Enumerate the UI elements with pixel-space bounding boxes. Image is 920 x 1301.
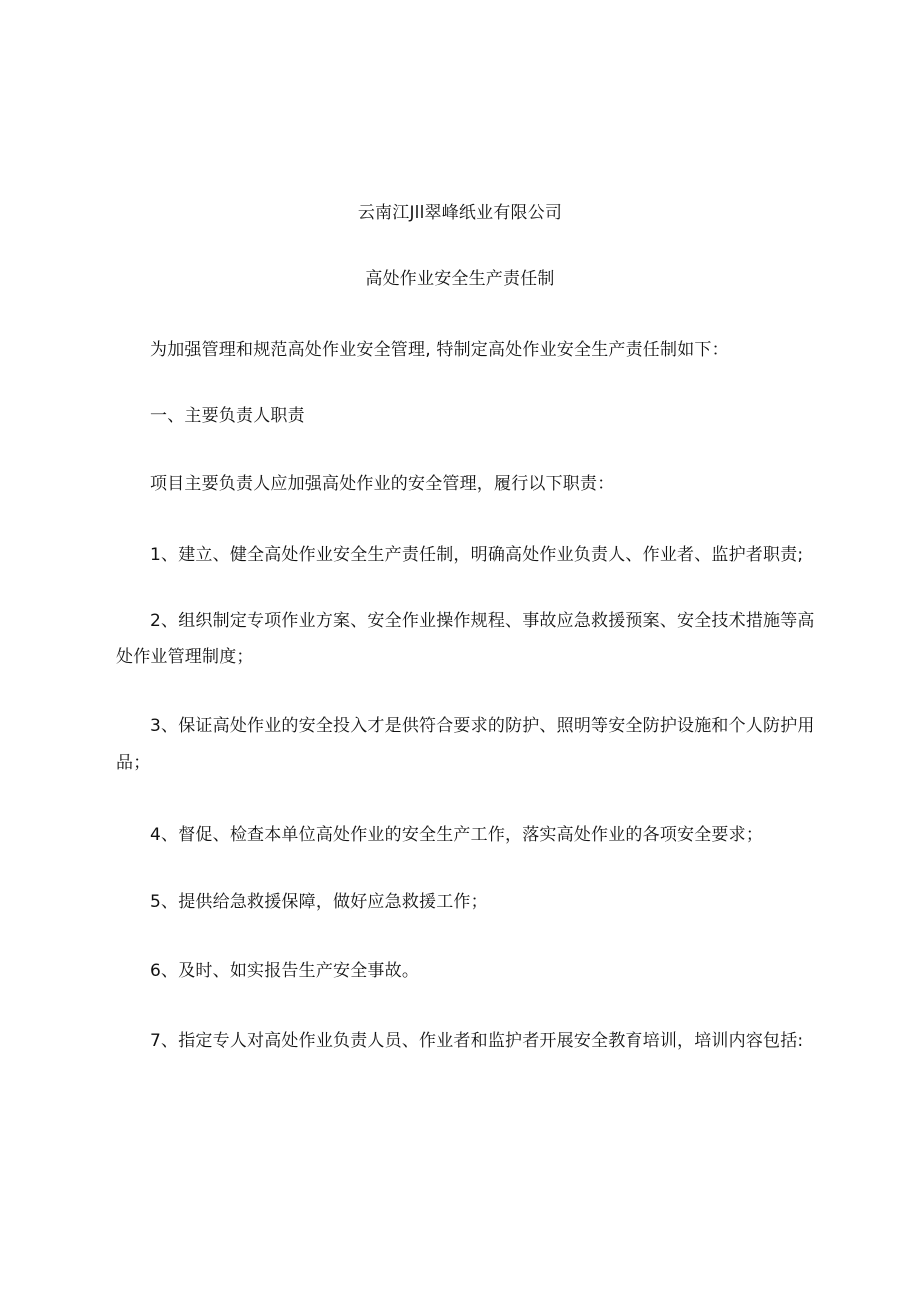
intro-paragraph: 为加强管理和规范高处作业安全管理, 特制定高处作业安全生产责任制如下： <box>150 340 729 360</box>
duty-item-4: 4、督促、检查本单位高处作业的安全生产工作，落实高处作业的各项安全要求； <box>150 825 764 845</box>
company-name: 云南江Jll翠峰纸业有限公司 <box>357 203 563 223</box>
section-heading: 一、主要负责人职责 <box>150 406 305 426</box>
document-title: 高处作业安全生产责任制 <box>365 269 555 289</box>
duty-item-2-line-1: 2、组织制定专项作业方案、安全作业操作规程、事故应急救援预案、安全技术措施等高 <box>150 611 815 631</box>
duty-item-3-line-1: 3、保证高处作业的安全投入才是供符合要求的防护、照明等安全防护设施和个人防护用 <box>150 716 815 736</box>
duty-item-1: 1、建立、健全高处作业安全生产责任制，明确高处作业负责人、作业者、监护者职责; <box>150 545 804 565</box>
duty-item-6: 6、及时、如实报告生产安全事故。 <box>150 961 420 981</box>
duty-item-3-line-2: 品； <box>116 753 151 773</box>
duty-item-2-line-2: 处作业管理制度； <box>116 647 254 667</box>
section-lead-paragraph: 项目主要负责人应加强高处作业的安全管理，履行以下职责： <box>150 474 615 494</box>
duty-item-7: 7、指定专人对高处作业负责人员、作业者和监护者开展安全教育培训，培训内容包括: <box>150 1031 804 1051</box>
duty-item-5: 5、提供给急救援保障，做好应急救援工作； <box>150 892 488 912</box>
